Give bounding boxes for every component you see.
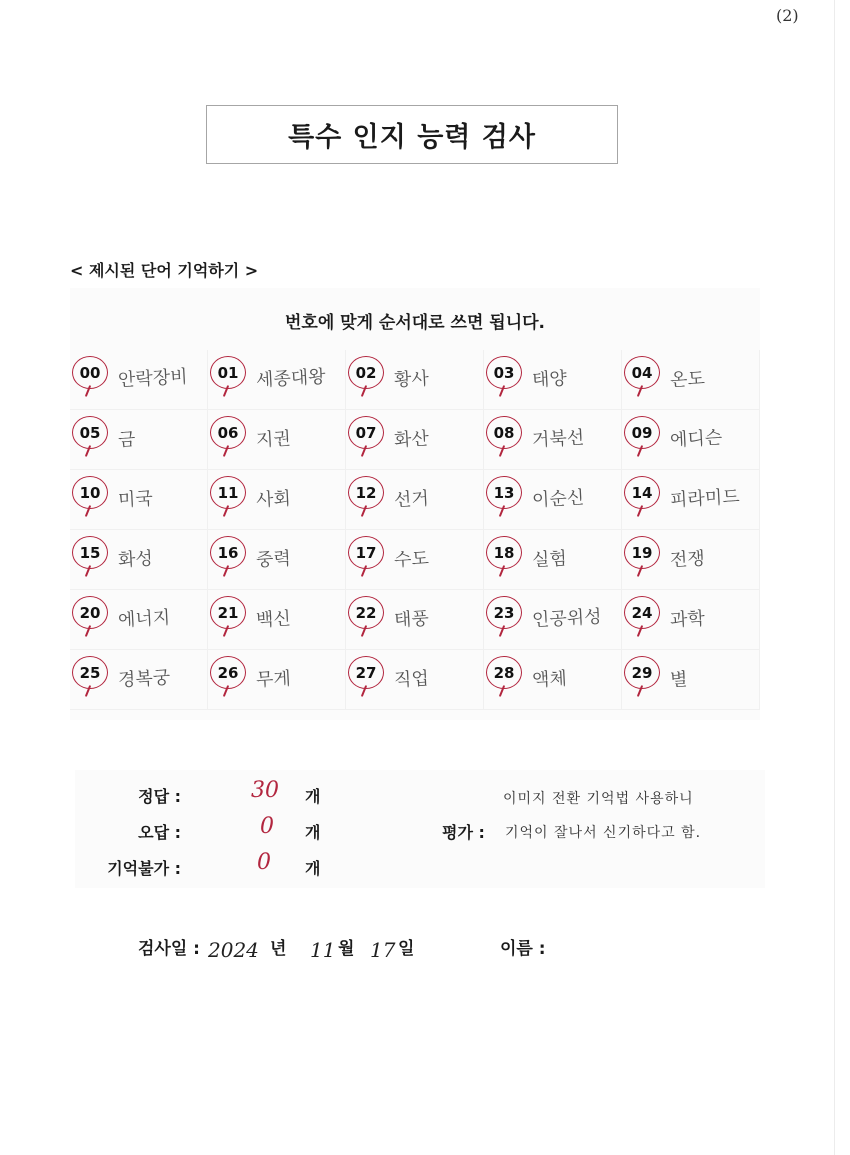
handwritten-word: 실험 <box>531 548 568 571</box>
word-cell <box>484 530 622 590</box>
circled-number: 24 <box>624 596 660 629</box>
circled-number: 22 <box>348 596 384 629</box>
wrong-label: 오답 : <box>138 823 181 842</box>
word-cell <box>484 590 622 650</box>
page-edge-line <box>834 0 835 1155</box>
word-cell <box>484 410 622 470</box>
circled-number: 23 <box>486 596 522 629</box>
word-cell <box>346 350 484 410</box>
word-cell <box>208 530 346 590</box>
correct-unit: 개 <box>305 787 321 806</box>
results-panel <box>75 770 765 888</box>
handwritten-word: 화산 <box>393 428 430 451</box>
word-cell <box>208 410 346 470</box>
circled-number: 19 <box>624 536 660 569</box>
month-unit: 월 <box>338 939 355 959</box>
circled-number: 17 <box>348 536 384 569</box>
name-label: 이름 : <box>500 939 546 959</box>
handwritten-word: 전쟁 <box>669 548 706 571</box>
word-cell <box>622 470 760 530</box>
word-cell <box>346 410 484 470</box>
handwritten-word: 에디슨 <box>669 427 723 451</box>
handwritten-word: 세종대왕 <box>255 366 327 391</box>
word-cell <box>70 530 208 590</box>
word-cell <box>346 470 484 530</box>
evaluation-line-1: 이미지 전환 기억법 사용하니 <box>503 791 694 807</box>
circled-number: 14 <box>624 476 660 509</box>
test-date-label: 검사일 : <box>138 939 200 959</box>
handwritten-word: 별 <box>669 669 688 691</box>
word-grid <box>70 350 760 710</box>
word-cell <box>484 350 622 410</box>
word-cell <box>622 530 760 590</box>
test-date-day: 17 <box>370 938 396 962</box>
wrong-unit: 개 <box>305 823 321 842</box>
word-cell <box>70 350 208 410</box>
forgot-count: 0 <box>257 850 271 875</box>
circled-number: 11 <box>210 476 246 509</box>
circled-number: 15 <box>72 536 108 569</box>
word-cell <box>622 410 760 470</box>
circled-number: 06 <box>210 416 246 449</box>
circled-number: 05 <box>72 416 108 449</box>
word-cell <box>70 470 208 530</box>
circled-number: 16 <box>210 536 246 569</box>
test-date-year: 2024 <box>208 938 259 962</box>
word-cell <box>70 410 208 470</box>
circled-number: 25 <box>72 656 108 689</box>
handwritten-word: 에너지 <box>117 607 171 631</box>
word-cell <box>208 590 346 650</box>
word-cell <box>484 650 622 710</box>
circled-number: 07 <box>348 416 384 449</box>
handwritten-word: 수도 <box>393 548 430 571</box>
handwritten-word: 백신 <box>255 608 292 631</box>
correct-count: 30 <box>251 778 279 803</box>
handwritten-word: 안락장비 <box>117 366 189 391</box>
section-label: < 제시된 단어 기억하기 > <box>70 261 259 280</box>
circled-number: 08 <box>486 416 522 449</box>
evaluation-line-2: 기억이 잘나서 신기하다고 함. <box>505 825 702 841</box>
handwritten-word: 경복궁 <box>117 667 171 691</box>
circled-number: 02 <box>348 356 384 389</box>
word-cell <box>208 470 346 530</box>
day-unit: 일 <box>398 939 415 959</box>
handwritten-word: 화성 <box>117 548 154 571</box>
circled-number: 01 <box>210 356 246 389</box>
handwritten-word: 금 <box>117 429 136 451</box>
circled-number: 28 <box>486 656 522 689</box>
circled-number: 04 <box>624 356 660 389</box>
handwritten-word: 태풍 <box>393 608 430 631</box>
evaluation-label: 평가 : <box>442 823 485 842</box>
forgot-label: 기억불가 : <box>107 859 181 878</box>
handwritten-word: 무게 <box>255 668 292 691</box>
word-cell <box>208 650 346 710</box>
circled-number: 21 <box>210 596 246 629</box>
page-number: (2) <box>776 6 799 25</box>
circled-number: 09 <box>624 416 660 449</box>
test-date-month: 11 <box>310 938 336 962</box>
handwritten-word: 피라미드 <box>669 486 741 511</box>
handwritten-word: 이순신 <box>531 487 585 511</box>
word-cell <box>208 350 346 410</box>
circled-number: 18 <box>486 536 522 569</box>
word-cell <box>346 590 484 650</box>
word-cell <box>346 650 484 710</box>
word-cell <box>346 530 484 590</box>
word-cell <box>484 470 622 530</box>
handwritten-word: 과학 <box>669 608 706 631</box>
handwritten-word: 황사 <box>393 368 430 391</box>
handwritten-word: 선거 <box>393 488 430 511</box>
correct-label: 정답 : <box>138 787 181 806</box>
handwritten-word: 거북선 <box>531 427 585 451</box>
circled-number: 29 <box>624 656 660 689</box>
year-unit: 년 <box>270 939 287 959</box>
word-recall-panel <box>70 288 760 720</box>
word-cell <box>622 350 760 410</box>
circled-number: 03 <box>486 356 522 389</box>
circled-number: 10 <box>72 476 108 509</box>
forgot-unit: 개 <box>305 859 321 878</box>
word-cell <box>70 650 208 710</box>
wrong-count: 0 <box>260 814 274 839</box>
handwritten-word: 온도 <box>669 368 706 391</box>
handwritten-word: 액체 <box>531 668 568 691</box>
handwritten-word: 중력 <box>255 548 292 571</box>
handwritten-word: 미국 <box>117 488 154 511</box>
circled-number: 00 <box>72 356 108 389</box>
word-cell <box>622 590 760 650</box>
circled-number: 27 <box>348 656 384 689</box>
word-cell <box>70 590 208 650</box>
handwritten-word: 사회 <box>255 488 292 511</box>
circled-number: 13 <box>486 476 522 509</box>
instruction-text: 번호에 맞게 순서대로 쓰면 됩니다. <box>284 313 546 333</box>
handwritten-word: 인공위성 <box>531 606 603 631</box>
circled-number: 26 <box>210 656 246 689</box>
handwritten-word: 직업 <box>393 668 430 691</box>
circled-number: 12 <box>348 476 384 509</box>
handwritten-word: 지권 <box>255 428 292 451</box>
page-title: 특수 인지 능력 검사 <box>206 105 618 164</box>
word-cell <box>622 650 760 710</box>
circled-number: 20 <box>72 596 108 629</box>
handwritten-word: 태양 <box>531 368 568 391</box>
